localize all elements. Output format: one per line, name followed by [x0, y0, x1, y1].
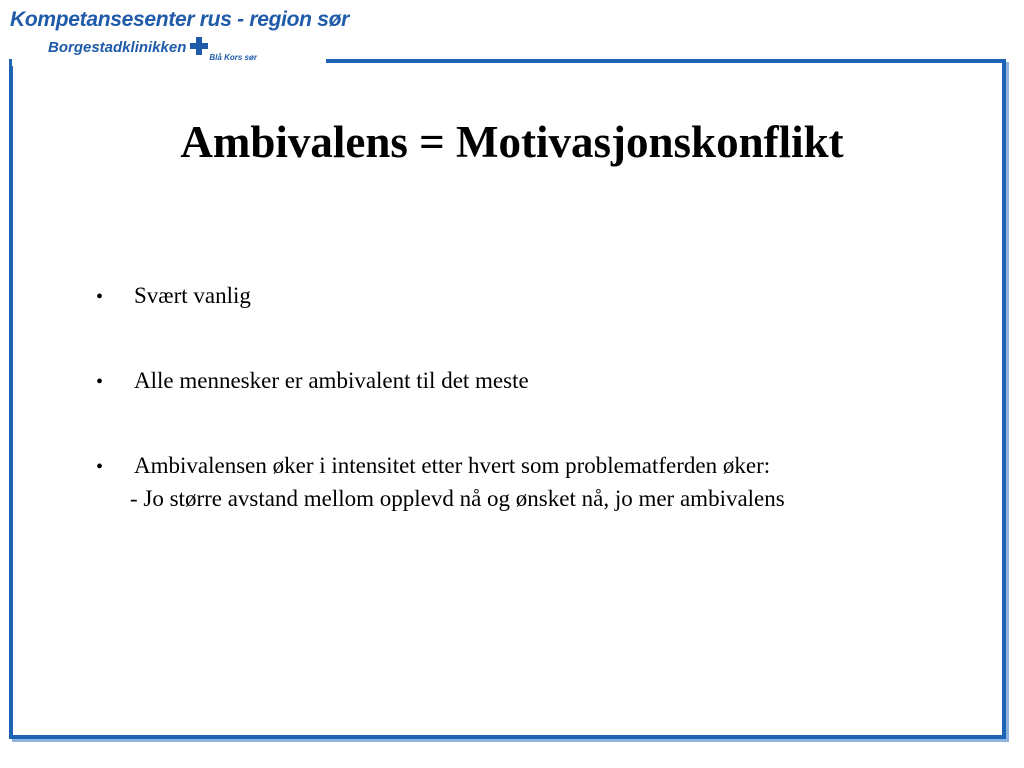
bullet-icon: •: [96, 371, 104, 393]
slide-title: Ambivalens = Motivasjonskonflikt: [180, 117, 844, 167]
bullet-text: Alle mennesker er ambivalent til det meste: [134, 368, 529, 393]
list-item: [96, 367, 770, 396]
list-item: [96, 282, 770, 311]
list-item: [96, 452, 770, 481]
bullet-text: Ambivalensen øker i intensitet etter hvert som problematferden øker:: [134, 453, 771, 478]
organization-logo: [10, 8, 350, 62]
logo-sub-brand: Blå Kors sør: [209, 53, 257, 62]
logo-clinic-name: Borgestadklinikken: [48, 39, 187, 56]
cross-icon: [190, 37, 208, 55]
sub-point-text: - Jo større avstand mellom opplevd nå og ønsket nå, jo mer ambivalens: [130, 486, 785, 511]
bullet-text: Svært vanlig: [134, 283, 251, 308]
bullet-icon: •: [96, 286, 104, 308]
logo-line-2: [48, 39, 257, 62]
logo-line-1: Kompetansesenter rus - region sør: [10, 8, 350, 31]
bullet-icon: •: [96, 456, 104, 478]
